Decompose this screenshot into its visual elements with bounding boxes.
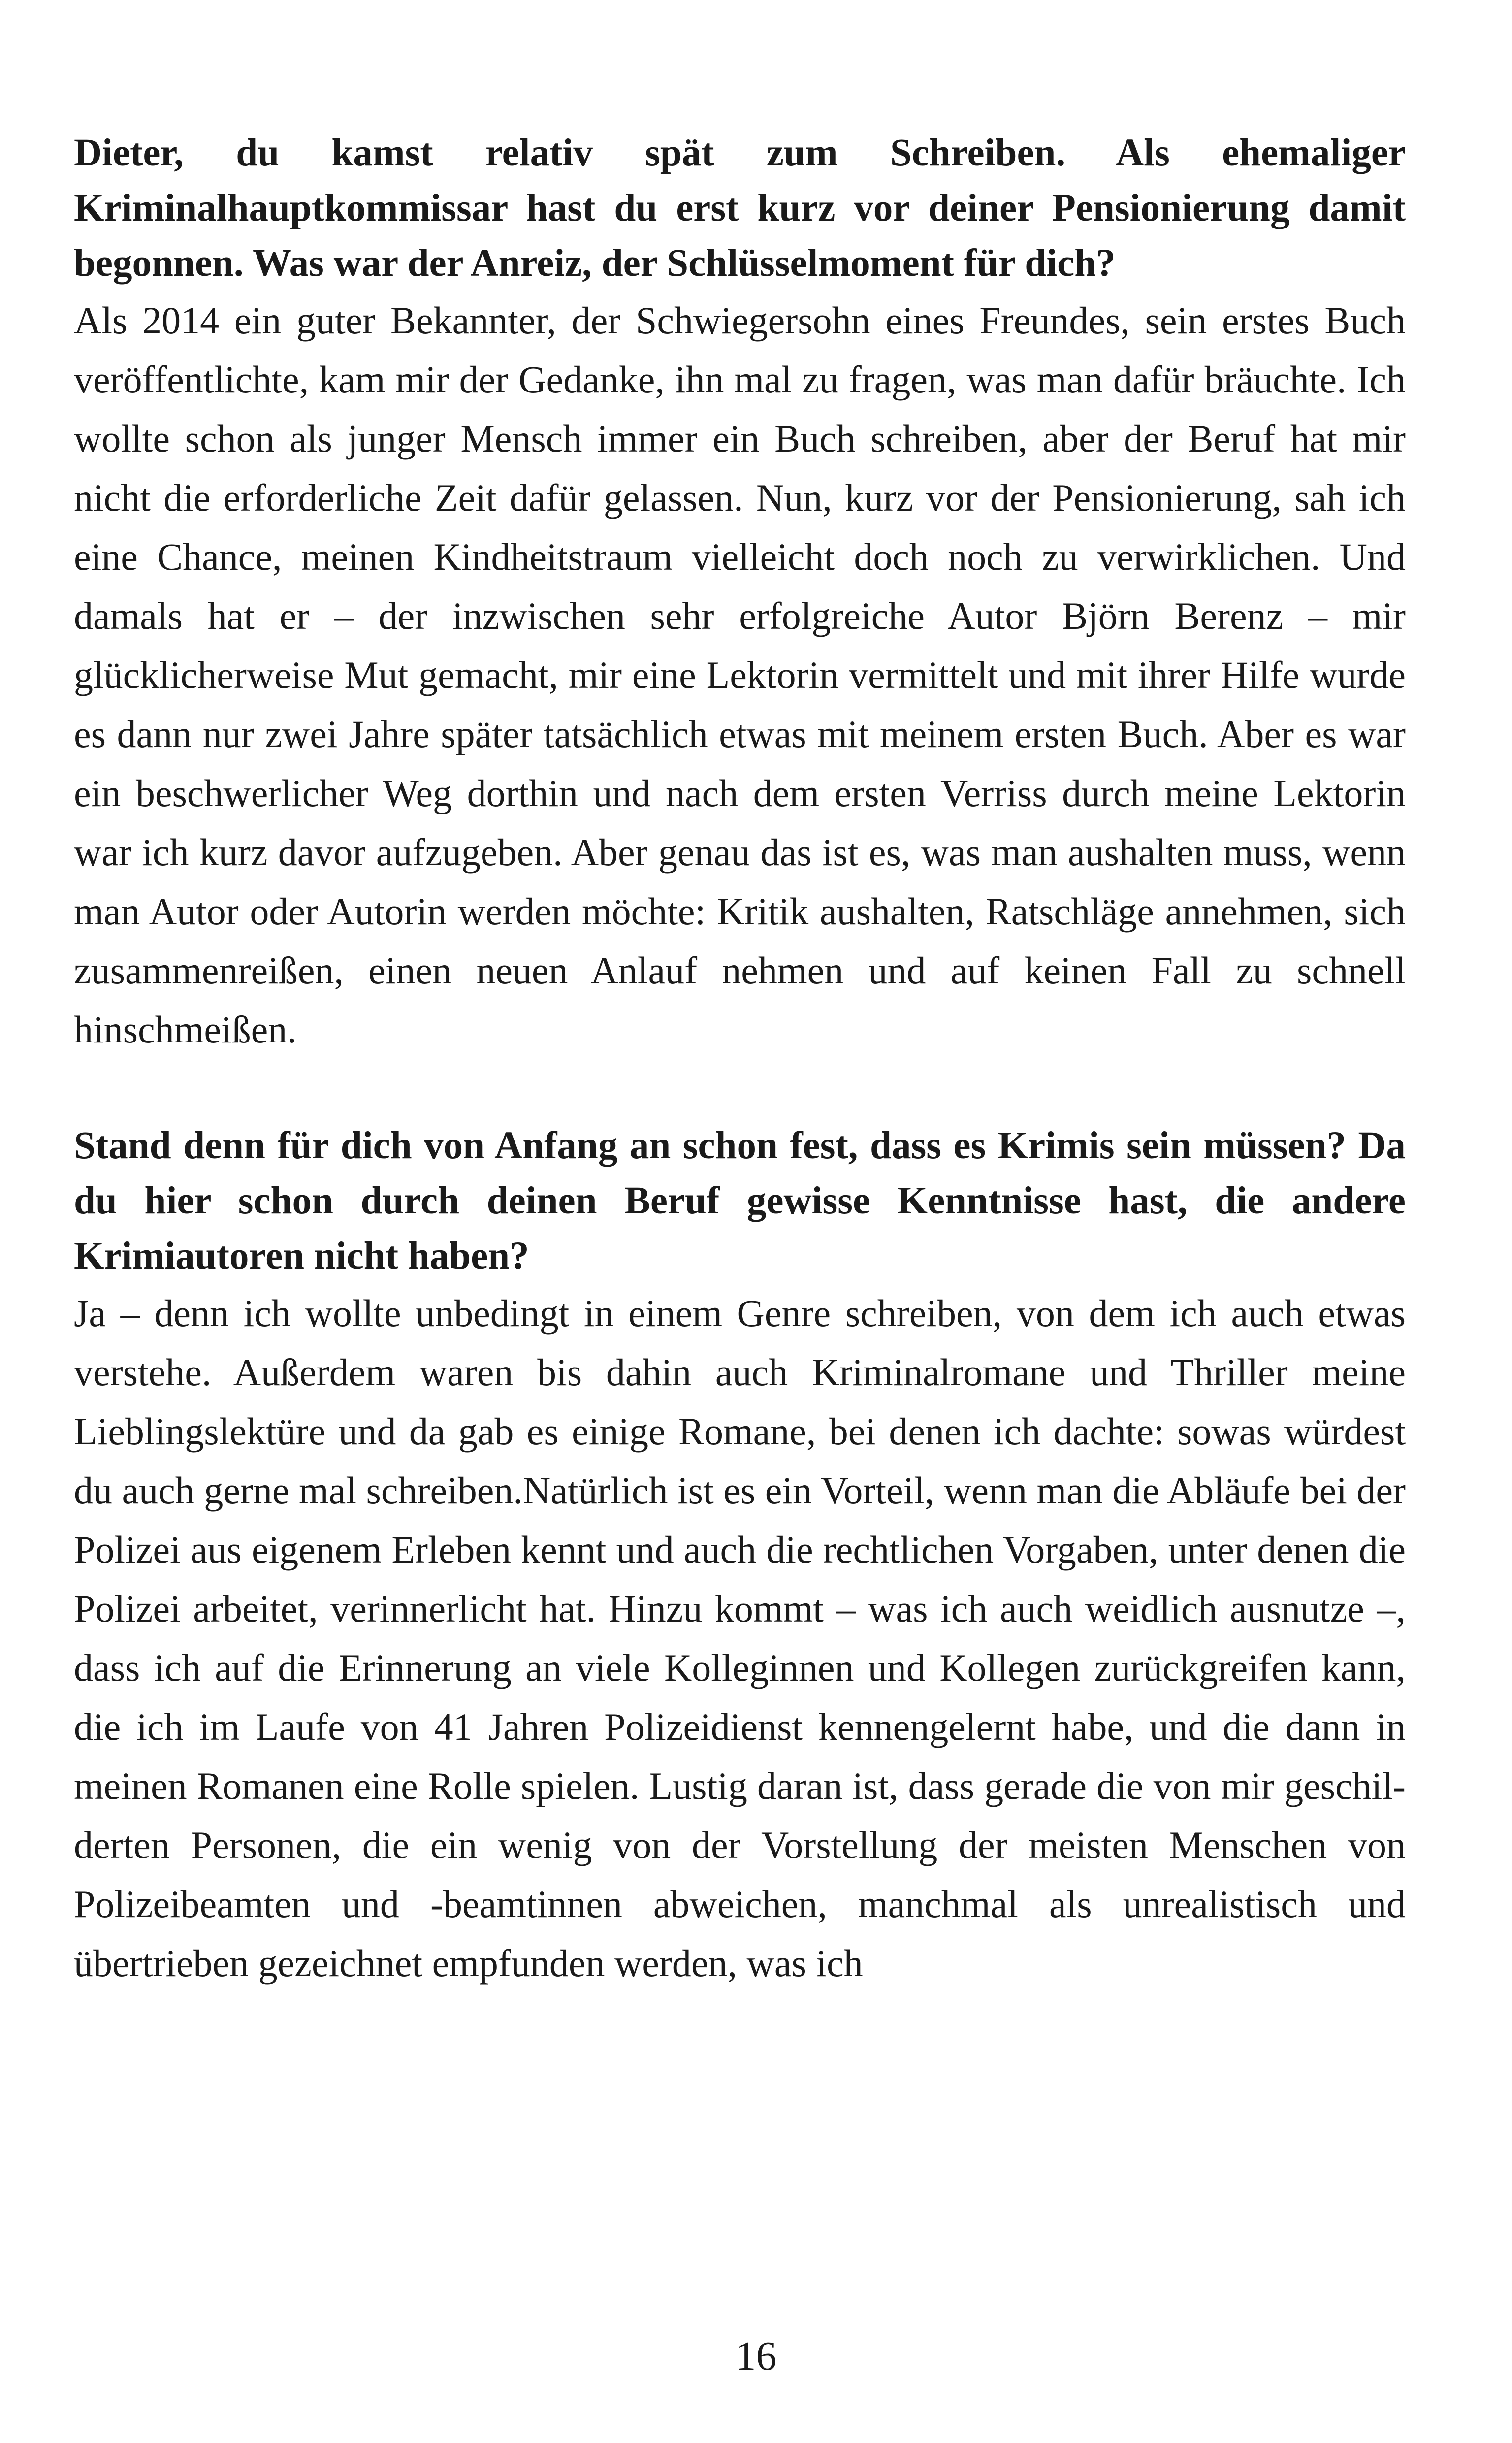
answer-paragraph: Ja – denn ich wollte unbedingt in einem Genre schreiben, von dem ich auch etwas verstehe. Außerdem waren bis dahin auch Kriminalromane und Thriller meine Lieblingslektüre und da gab es einige Romane, bei denen ich dachte: sowas würdest du auch gerne mal schreiben.Natürlich ist es ein Vorteil, wenn man die Abläufe bei der Polizei aus eigenem Erleben kennt und auch die rechtlichen Vorgaben, unter denen die Polizei arbeitet, verinnerlicht hat. Hinzu kommt – was ich auch weidlich ausnutze –, dass ich auf die Erinnerung an viele Kolleginnen und Kollegen zurückgreifen kann, die ich im Laufe von 41 Jahren Polizeidienst kennengelernt habe, und die dann in meinen Romanen eine Rolle spielen. Lustig daran ist, dass gerade die von mir geschilderten Personen, die ein wenig von der Vorstellung der meisten Menschen von Polizeibeamten und -beamtinnen abweichen, manchmal als unrealistisch und übertrieben gezeichnet empfunden werden, was ich [74,1292,1406,1985]
page-number: 16 [735,2333,777,2379]
answer-paragraph: Als 2014 ein guter Bekannter, der Schwiegersohn eines Freundes, sein erstes Buch veröffentlichte, kam mir der Gedanke, ihn mal zu fragen, was man dafür bräuchte. Ich wollte schon als junger Mensch immer ein Buch schreiben, aber der Beruf hat mir nicht die erforderliche Zeit dafür gelassen. Nun, kurz vor der Pensionierung, sah ich eine Chance, meinen Kindheitstraum vielleicht doch noch zu verwirklichen. Und damals hat er – der inzwischen sehr erfolgreiche Autor Björn Berenz – mir glücklicherweise Mut gemacht, mir eine Lektorin vermittelt und mit ihrer Hilfe wurde es dann nur zwei Jahre später tatsächlich etwas mit meinem ersten Buch. Aber es war ein beschwerlicher Weg dorthin und nach dem ersten Verriss durch meine Lektorin war ich kurz davor aufzugeben. Aber genau das ist es, was man aushalten muss, wenn man Autor oder Autorin werden möchte: Kritik aushalten, Ratschläge annehmen, sich zusammenreißen, einen neuen Anlauf nehmen und auf keinen Fall zu schnell hinschmeißen. [74,299,1406,1051]
question-heading: Stand denn für dich von Anfang an schon fest, dass es Krimis sein müssen? Da du hier schon durch deinen Beruf gewisse Kenntnisse hast, die andere Krimiautoren nicht haben? [74,1124,1406,1277]
page-body [74,126,1406,1993]
question-heading: Dieter, du kamst relativ spät zum Schreiben. Als ehemaliger Kriminalhauptkommissar hast du erst kurz vor deiner Pensionierung damit begonnen. Was war der Anreiz, der Schlüsselmoment für dich? [74,131,1406,285]
interview-block-2 [74,1118,1406,1993]
interview-block-1 [74,126,1406,1059]
